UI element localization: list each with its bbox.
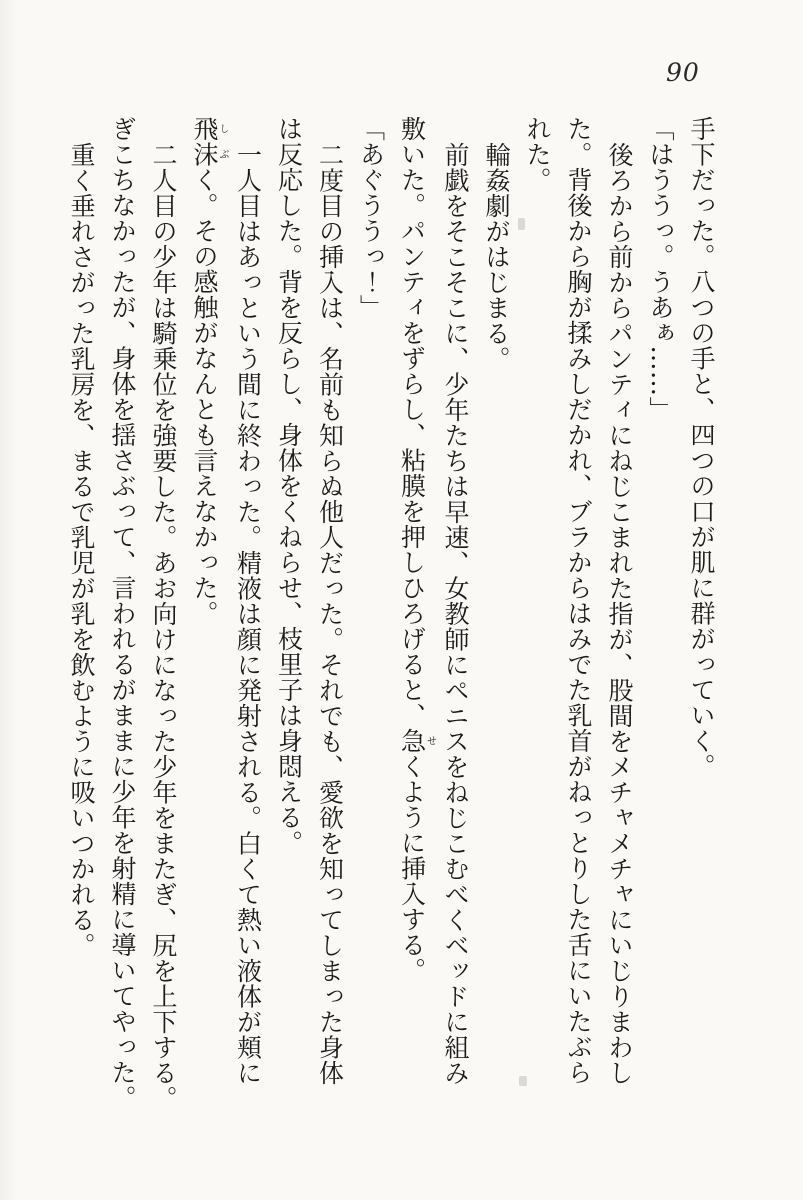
text-line: ぎこちなかったが、身体を揺さぶって、言われるがままに少年を射精に導いてやった。 — [108, 116, 137, 1111]
text-line: た。背後から胸が揉みしだかれ、ブラからはみでた乳首がねっとりした舌にいたぶら — [564, 116, 593, 1085]
scan-speck — [519, 1076, 527, 1086]
text-line: 敷いた。パンティをずらし、粘膜を押しひろげると、急せくように挿入する。 — [397, 116, 436, 983]
vertical-text-block — [61, 116, 722, 1138]
ruby-annotated-text: 急せ — [397, 728, 436, 754]
text-line: 一人目はあっという間に終わった。精液は顔に発射される。白くて熱い液体が頬に — [233, 142, 263, 1086]
text-line: 前戯をそこそこに、少年たちは早速、女教師にペニスをねじこむべくベッドに組み — [441, 142, 470, 1086]
text-line: 二人目の少年は騎乗位を強要した。あお向けになった少年をまたぎ、尻を上下する。 — [149, 142, 178, 1111]
text-line: 「あぐううっ！」 — [356, 116, 386, 320]
text-line: 「はううっ。うあぁ……」 — [646, 116, 675, 422]
scan-speck — [518, 218, 525, 230]
page-number: 90 — [666, 58, 700, 87]
text-line: 後ろから前からパンティにねじこまれた指が、股間をメチャメチャにいじりまわし — [605, 142, 634, 1086]
ruby-annotated-text: 飛沫しぶ — [190, 116, 228, 167]
text-line: は反応した。背を反らし、身体をくねらせ、枝里子は身悶える。 — [274, 116, 304, 856]
text-line: 飛沫しぶく。その感触がなんとも言えなかった。 — [190, 116, 228, 626]
text-line: 輪姦劇がはじまる。 — [482, 142, 511, 372]
text-line: 手下だった。八つの手と、四つの口が肌に群がっていく。 — [687, 116, 716, 779]
text-line: 重く垂れさがった乳房を、まるで乳児が乳を飲むように吸いつかれる。 — [67, 142, 96, 958]
text-line: れた。 — [523, 116, 552, 193]
text-line: 二度目の挿入は、名前も知らぬ他人だった。それでも、愛欲を知ってしまった身体 — [315, 142, 345, 1086]
